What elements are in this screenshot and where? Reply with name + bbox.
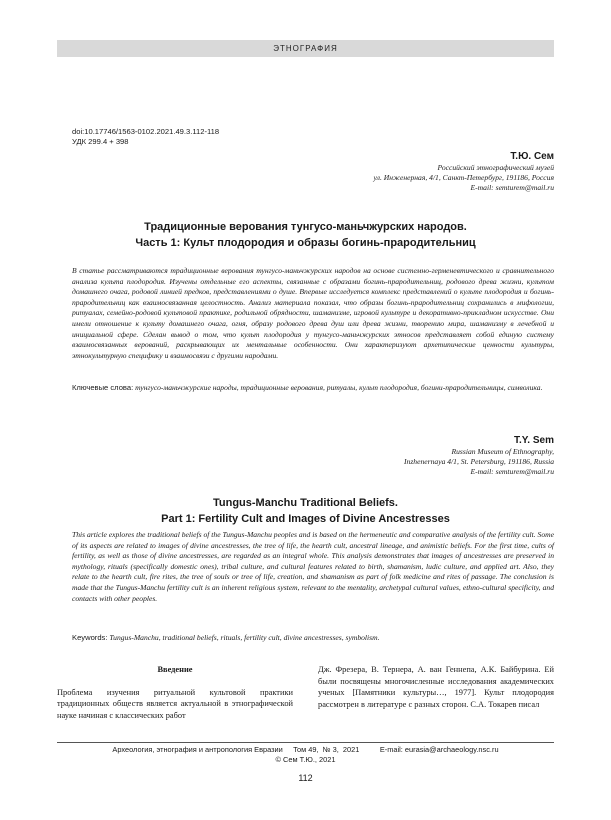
column-left-text: Проблема изучения ритуальной культовой практики традиционных обществ является актуальной в этнографической науке начиная с классических работ	[57, 687, 293, 720]
author-email-ru[interactable]: E-mail: semturem@mail.ru	[470, 183, 554, 192]
author-block-en	[404, 434, 554, 477]
keywords-en-label: Keywords:	[72, 633, 108, 642]
author-email-en[interactable]: E-mail: semturem@mail.ru	[470, 467, 554, 476]
author-address-ru: ул. Инженерная, 4/1, Санкт-Петербург, 191186, Россия	[373, 173, 554, 182]
column-left	[57, 664, 293, 721]
author-block-ru	[373, 150, 554, 193]
intro-heading: Введение	[157, 665, 193, 674]
keywords-ru	[72, 383, 554, 394]
author-affiliation-en: Russian Museum of Ethnography,	[451, 447, 554, 456]
keywords-en-value: Tungus-Manchu, traditional beliefs, rituals, fertility cult, divine ancestresses, symbolism.	[109, 633, 380, 642]
abstract-ru	[72, 266, 554, 361]
section-bar: ЭТНОГРАФИЯ	[57, 40, 554, 57]
author-name-en: T.Y. Sem	[513, 435, 554, 446]
doi[interactable]: doi:10.17746/1563-0102.2021.49.3.112-118	[72, 127, 220, 136]
author-affiliation-ru: Российский этнографический музей	[437, 163, 554, 172]
footer-journal: Археология, этнография и антропология Евразии Том 49, № 3, 2021 E-mail: eurasia@archaeology.nsc.ru	[112, 745, 499, 754]
footer-rule	[57, 742, 554, 743]
keywords-en	[72, 633, 554, 644]
page-number: 112	[298, 773, 313, 783]
title-en-line-2: Part 1: Fertility Cult and Images of Divine Ancestresses	[161, 513, 450, 525]
keywords-ru-value: тунгусо-маньчжурские народы, традиционные верования, ритуалы, культ плодородия, богини-прародительницы, символика.	[135, 383, 543, 392]
title-en	[57, 495, 554, 527]
title-ru-line-1: Традиционные верования тунгусо-маньчжурских народов.	[144, 221, 467, 233]
footer-copyright: © Сем Т.Ю., 2021	[275, 755, 336, 764]
column-right-text: Дж. Фрезера, В. Тернера, А. ван Геннепа, А.К. Байбурина. Ей были посвящены многочисленные исследования академических ученых [Памятники культуры…, 1977]. Культ плодородия рассмотрен в литературе с разных сторон. С.А. Токарев писал	[318, 665, 554, 709]
author-address-en: Inzhenernaya 4/1, St. Petersburg, 191186, Russia	[404, 457, 554, 466]
column-right	[318, 664, 554, 710]
title-ru	[57, 219, 554, 251]
udk: УДК 299.4 + 398	[72, 137, 129, 146]
abstract-en	[72, 530, 554, 604]
keywords-ru-label: Ключевые слова:	[72, 383, 134, 392]
title-ru-line-2: Часть 1: Культ плодородия и образы богинь-прародительниц	[135, 237, 476, 249]
abstract-en-text: This article explores the traditional beliefs of the Tungus-Manchu peoples and is based on the hermeneutic and comparative analysis of the fertility cult. Some of its aspects are related to images of divine ancestresses, the tree of life, the hearth cult, ancestral lineage, and animistic beliefs. For the first time, cults of fertility, as well as those of divine ancestresses, are regarded as an integral whole. This analysis demonstrates that images of ancestresses are preserved in mythology, rituals (specifically domestic ones), tribal culture, and cultural features related to birth, shamanism, ludic culture, and applied art. Also, they relate to the hearth cult, fire rites, the tree of souls or tree of life, creation, and shamanism as part of folk medicine and rites of passage. The conclusion is made that the Tungus-Manchu fertility cult is an inherent religious system, relevant to the mentality, archetypal cultural values, ethno-cultural specificity, and contacts with other peoples.	[72, 530, 554, 603]
abstract-ru-text: В статье рассматриваются традиционные верования тунгусо-маньчжурских народов на основе системно-герменевтического и сравнительного анализа культа плодородия. Изучены отдельные его аспекты, связанные с образами богинь-прародительниц, родового древа жизни, культом домашнего очага, родовой линией предков, представлениями о душе. Впервые исследуется комплекс представлений о культе плодородия и богинь-прародительниц как взаимосвязанная целостность. Анализ материала показал, что образы богинь-прародительниц сохранились в мифологии, ритуалах, семейно-родовой культовой практике, родильной обрядности, шаманизме, игровой культуре и декоративно-прикладном искусстве. Они имели отношение к культу домашнего очага, огня, образу родового древа душ или древа жизни, творению мира, шаманизму в лечебной и инициальной сфере. Сделан вывод о том, что культ плодородия у тунгусо-маньчжурских этносов представляет собой единую систему взаимосвязанных верований, раскрывающих их ментальные особенности. Они характеризуют архетипические ценности культуры, этнокультурную специфику и взаимосвязи с другими народами.	[72, 266, 554, 360]
title-en-line-1: Tungus-Manchu Traditional Beliefs.	[213, 497, 398, 509]
author-name-ru: Т.Ю. Сем	[510, 151, 554, 162]
